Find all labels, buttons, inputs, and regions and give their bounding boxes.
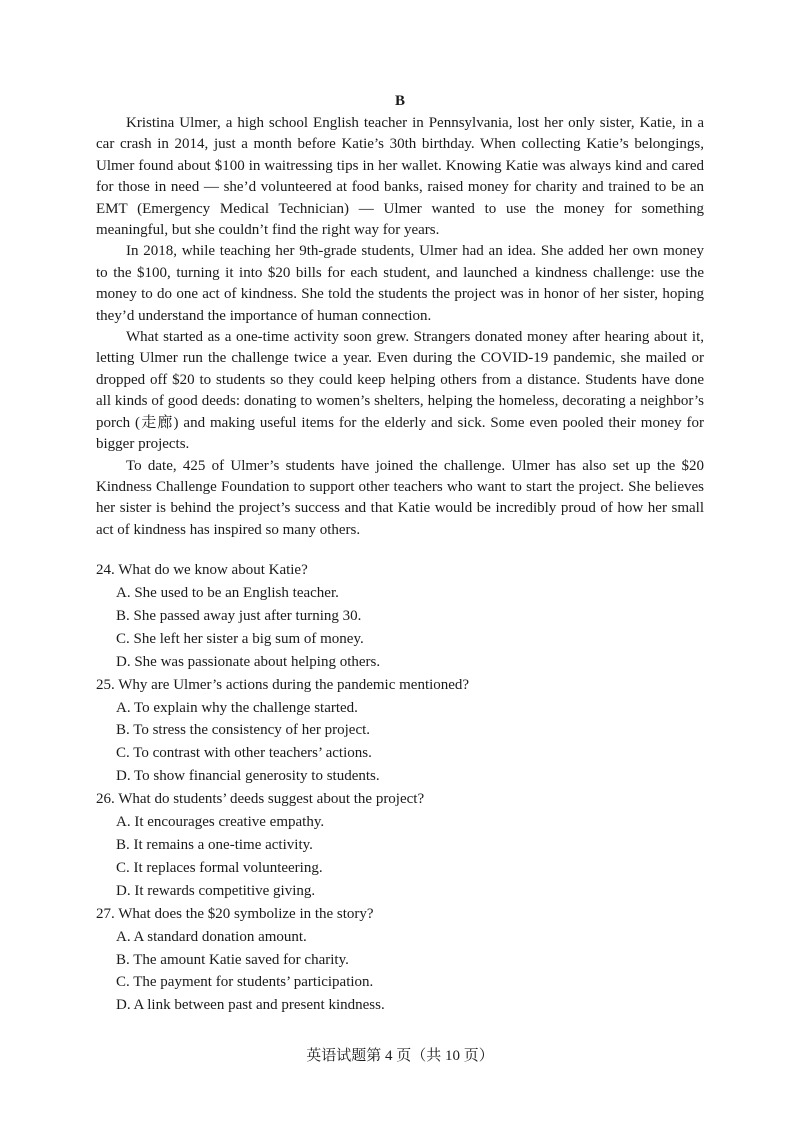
answer-option: A. To explain why the challenge started. [116, 699, 358, 716]
page-footer: 英语试题第 4 页（共 10 页） [306, 1048, 494, 1064]
question-25 [96, 674, 704, 789]
answer-option: A. She used to be an English teacher. [116, 585, 339, 602]
answer-option: C. It replaces formal volunteering. [116, 859, 323, 876]
question-26 [96, 788, 704, 903]
answer-option: C. The payment for students’ participation. [116, 974, 374, 991]
reading-passage [96, 113, 704, 541]
passage-paragraph: What started as a one-time activity soon grew. Strangers donated money after hearing about it, letting Ulmer run the challenge twice a year. Even during the COVID-19 pandemic, she mailed or dropped off $20 to students so they could keep helping others from a distance. Students have done all kinds of good deeds: donating to women’s shelters, helping the homeless, decorating a neighbor’s porch (走廊) and making useful items for the elderly and sick. Some even pooled their money for bigger projects. [96, 329, 704, 453]
answer-option: C. To contrast with other teachers’ actions. [116, 745, 372, 762]
question-stem: 25. Why are Ulmer’s actions during the pandemic mentioned? [96, 676, 470, 693]
answer-option: B. She passed away just after turning 30. [116, 607, 362, 624]
answer-option: A. It encourages creative empathy. [116, 814, 325, 831]
answer-option: B. It remains a one-time activity. [116, 837, 313, 853]
answer-option: A. A standard donation amount. [116, 928, 307, 945]
answer-option: C. She left her sister a big sum of money. [116, 630, 364, 647]
question-list [96, 559, 704, 1017]
passage-paragraph: Kristina Ulmer, a high school English teacher in Pennsylvania, lost her only sister, Katie, in a car crash in 2014, just a month before Katie’s 30th birthday. When collecting Katie’s belongings, Ulmer found about $100 in waitressing tips in her wallet. Knowing Katie was always kind and cared for those in need — she’d volunteered at food banks, raised money for charity and trained to be an EMT (Emergency Medical Technician) — Ulmer wanted to use the money for something meaningful, but she couldn’t find the right way for years. [96, 115, 704, 239]
question-stem: 24. What do we know about Katie? [96, 562, 308, 579]
question-27 [96, 903, 704, 1018]
section-label: B [394, 93, 405, 109]
answer-option: B. The amount Katie saved for charity. [116, 951, 349, 968]
passage-paragraph: In 2018, while teaching her 9th-grade students, Ulmer had an idea. She added her own money to the $100, turning it into $20 bills for each student, and launched a kindness challenge: use the money to do one act of kindness. She told the students the project was in honor of her sister, hoping they’d understand the importance of human connection. [96, 243, 704, 324]
answer-option: B. To stress the consistency of her project. [116, 722, 371, 739]
question-stem: 26. What do students’ deeds suggest about the project? [96, 791, 425, 808]
answer-option: D. To show financial generosity to students. [116, 768, 380, 785]
passage-paragraph: To date, 425 of Ulmer’s students have joined the challenge. Ulmer has also set up the $20 Kindness Challenge Foundation to support other teachers who want to start the project. She believes her sister is behind the project’s success and that Katie would be incredibly proud of how her small act of kindness has inspired so many others. [96, 457, 704, 538]
answer-option: D. It rewards competitive giving. [116, 882, 316, 899]
question-stem: 27. What does the $20 symbolize in the story? [96, 905, 374, 922]
answer-option: D. A link between past and present kindness. [116, 997, 385, 1014]
question-24 [96, 559, 704, 674]
answer-option: D. She was passionate about helping others. [116, 653, 381, 670]
